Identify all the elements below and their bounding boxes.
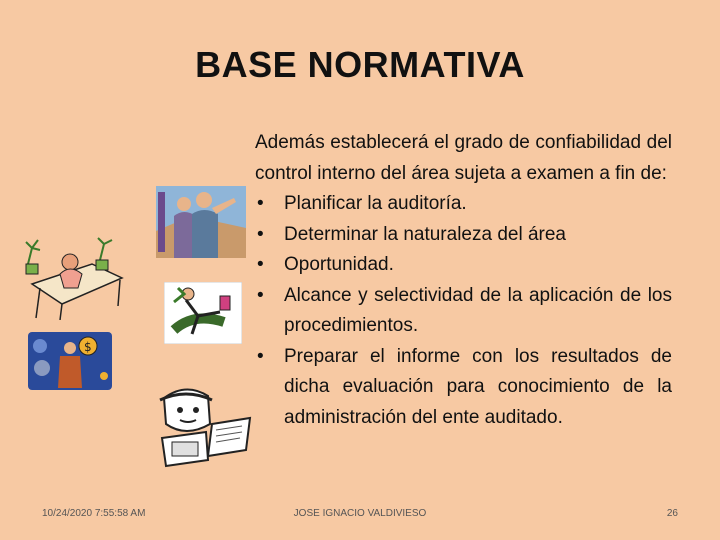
page-number: 26 xyxy=(666,508,678,519)
bullet-item: • Planificar la auditoría. xyxy=(255,189,672,220)
footer-date: 10/24/2020 7:55:58 AM xyxy=(42,508,146,519)
money-man-clipart xyxy=(28,332,112,390)
bullet-item: • Determinar la naturaleza del área xyxy=(255,220,672,251)
reading-man-clipart xyxy=(146,384,256,468)
bullet-item: • Preparar el informe con los resultados de dicha evaluación para conocimiento de la administración del ente auditado. xyxy=(255,342,672,434)
slide-title: BASE NORMATIVA xyxy=(195,44,525,85)
running-man-clipart xyxy=(164,282,242,344)
desk-plants-clipart xyxy=(22,234,126,320)
bullet-item: • Oportunidad. xyxy=(255,250,672,281)
people-looking-clipart xyxy=(156,186,246,258)
body-text xyxy=(255,128,672,433)
bullet-item: • Alcance y selectividad de la aplicación de los procedimientos. xyxy=(255,281,672,342)
intro-paragraph: Además establecerá el grado de confiabilidad del control interno del área sujeta a examen a fin de: xyxy=(255,132,672,184)
svg-text:$: $ xyxy=(84,340,92,354)
footer-author: JOSE IGNACIO VALDIVIESO xyxy=(293,508,427,519)
bullet-list xyxy=(255,189,672,433)
